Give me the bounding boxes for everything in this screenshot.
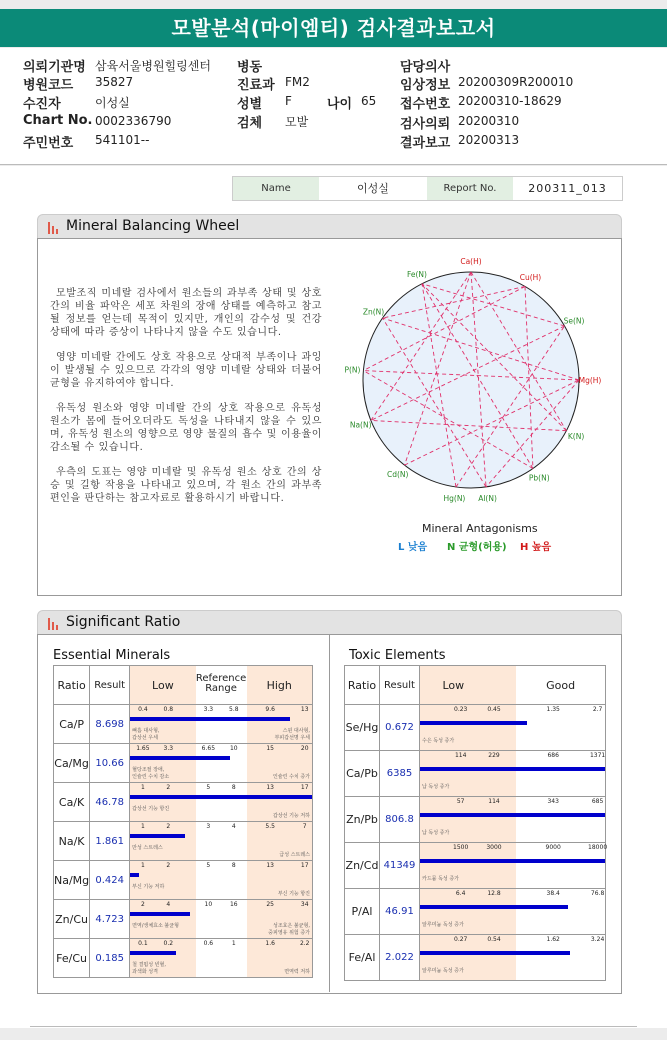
row-bar-cell xyxy=(130,705,313,744)
wheel-node-label: Fe(N) xyxy=(406,269,427,279)
tick-label: 4 xyxy=(166,901,171,908)
row-note: 면역력 저하 xyxy=(284,969,310,975)
row-ratio: Fe/Al xyxy=(345,935,380,981)
row-note: 갑상선 우세 xyxy=(132,735,158,741)
row-area xyxy=(130,822,312,860)
row-note: 면역/생체효소 불균형 xyxy=(132,923,179,929)
info-label: 임상정보 xyxy=(400,78,451,93)
tick-label: 0.6 xyxy=(203,940,214,947)
tick-label: 5 xyxy=(206,784,211,791)
row-ratio: Ca/K xyxy=(54,783,90,822)
row-bar-cell xyxy=(420,935,606,981)
row-bar-cell xyxy=(130,900,313,939)
tick-label: 1 xyxy=(140,784,145,791)
table-row xyxy=(345,889,606,935)
tick-label: 17 xyxy=(300,784,309,791)
info-label: 진료과 xyxy=(237,78,275,93)
header-bands xyxy=(130,666,313,705)
tick-label: 2.2 xyxy=(299,940,310,947)
info-label: 결과보고 xyxy=(400,136,451,151)
tick-label: 2 xyxy=(166,823,171,830)
legend-item: N 균형(허용) xyxy=(447,542,507,553)
row-result: 41349 xyxy=(380,843,420,889)
row-ratio: Fe/Cu xyxy=(54,939,90,978)
tick-label: 8 xyxy=(231,784,236,791)
tick-label: 10 xyxy=(229,745,238,752)
row-ratio: Na/Mg xyxy=(54,861,90,900)
report-title: 모발분석(마이엠티) 검사결과보고서 xyxy=(0,9,667,47)
row-note: 중피영유 위험 증가 xyxy=(268,930,310,936)
tick-label: 76.8 xyxy=(590,890,605,897)
wheel-node-label: Hg(N) xyxy=(443,493,466,503)
ratio-divider xyxy=(329,634,330,992)
label-good: Good xyxy=(546,679,576,692)
row-ratio: Ca/P xyxy=(54,705,90,744)
table-row xyxy=(54,861,313,900)
header-ratio: Ratio xyxy=(54,666,90,705)
row-area xyxy=(130,861,312,899)
chart-bars-icon xyxy=(48,222,59,234)
tick-label: 2.7 xyxy=(592,706,603,713)
row-result: 806.8 xyxy=(380,797,420,843)
row-note: 납 독성 증가 xyxy=(422,784,450,790)
info-label: 성별 xyxy=(237,97,263,112)
ratio-section-title xyxy=(37,610,622,636)
row-area xyxy=(420,935,605,980)
row-bar-cell xyxy=(130,822,313,861)
tick-label: 25 xyxy=(266,901,274,908)
info-value: 35827 xyxy=(95,75,134,89)
info-label: Chart No. xyxy=(23,113,93,128)
header-ratio: Ratio xyxy=(345,666,380,705)
row-note: 알루미늄 독성 증가 xyxy=(422,968,464,974)
row-result: 10.66 xyxy=(90,744,130,783)
tick-label: 0.1 xyxy=(138,940,148,947)
wheel-node-label: Cd(N) xyxy=(387,469,409,479)
ratio-bar xyxy=(420,767,605,771)
row-result: 0.185 xyxy=(90,939,130,978)
row-bar-cell xyxy=(130,861,313,900)
row-bar-cell xyxy=(420,843,606,889)
tick-label: 2 xyxy=(166,784,171,791)
tick-label: 16 xyxy=(229,901,238,908)
info-label: 검사의뢰 xyxy=(400,117,451,132)
tick-label: 13 xyxy=(300,706,309,713)
row-bar-cell xyxy=(130,744,313,783)
row-bar-cell xyxy=(420,751,606,797)
tick-label: 38.4 xyxy=(546,890,560,897)
table-header xyxy=(345,666,606,705)
tick-label: 5.5 xyxy=(265,823,275,830)
tick-label: 8 xyxy=(231,862,236,869)
row-bar-cell xyxy=(420,797,606,843)
tick-label: 1500 xyxy=(453,844,469,851)
mbw-paragraph: 영양 미네랄 간에도 상호 작용으로 상대적 부족이나 과잉이 발생될 수 있으므로 각각의 영양 미네랄 상태와 더불어 균형을 유지하여야 합니다. xyxy=(50,352,322,389)
table-row xyxy=(54,705,313,744)
row-note: 뼈흡 대사형, xyxy=(132,728,160,734)
row-result: 2.022 xyxy=(380,935,420,981)
tick-label: 1.35 xyxy=(546,706,560,713)
label-low: Low xyxy=(152,679,174,692)
row-ratio: Zn/Pb xyxy=(345,797,380,843)
ratio-bar xyxy=(420,951,570,955)
toxic-title: Toxic Elements xyxy=(349,648,446,663)
tick-label: 0.45 xyxy=(487,706,501,713)
row-result: 8.698 xyxy=(90,705,130,744)
row-area xyxy=(420,843,608,888)
table-row xyxy=(345,843,606,889)
tick-label: 4 xyxy=(231,823,236,830)
mbw-paragraph: 유독성 원소와 영양 미네랄 간의 상호 작용으로 유독성 원소가 몸에 들어오더라도 독성을 나타내지 않을 수 있으며, 유독성 원소의 영향으로 영양 물질의 흡수 및 이용율이 감소될 수 있습니다. xyxy=(50,403,322,453)
row-note: 만성 스트레스 xyxy=(132,845,163,851)
tick-label: 5.8 xyxy=(229,706,239,713)
row-note: 갑상선 기능 항진 xyxy=(132,806,170,812)
row-note: 인슐린 수치 증가 xyxy=(273,774,310,780)
row-note: 알루미늄 독성 증가 xyxy=(422,922,464,928)
info-value: 541101-- xyxy=(95,133,150,147)
row-bar-cell xyxy=(420,705,606,751)
row-note: 스윈 대사형, xyxy=(282,728,310,734)
row-result: 4.723 xyxy=(90,900,130,939)
info-label: 접수번호 xyxy=(400,97,451,112)
tick-label: 343 xyxy=(547,798,559,805)
wheel-node-label: Ca(H) xyxy=(460,258,482,266)
ratio-bar xyxy=(130,873,139,877)
tick-label: 3.24 xyxy=(590,936,605,943)
tick-label: 1.62 xyxy=(546,936,560,943)
name-label: Name xyxy=(233,177,319,200)
info-value: 20200309R200010 xyxy=(458,75,574,89)
row-area xyxy=(420,889,605,934)
chart-bars-icon xyxy=(48,618,59,630)
info-value: 이성실 xyxy=(95,96,130,110)
table-row xyxy=(54,822,313,861)
legend-item: L 낮음 xyxy=(398,542,428,553)
row-area xyxy=(130,939,312,977)
ratio-bar xyxy=(420,905,568,909)
row-result: 46.78 xyxy=(90,783,130,822)
antagonism-title: Mineral Antagonisms xyxy=(422,522,538,535)
info-value: 20200310-18629 xyxy=(458,94,562,108)
info-label: 병원코드 xyxy=(23,78,74,93)
age-label: 나이 xyxy=(327,97,353,112)
row-note: 부신 기능 항진 xyxy=(277,891,310,897)
wheel-node-label: Mg(H) xyxy=(578,376,602,385)
info-label: 의뢰기관명 xyxy=(23,60,86,75)
mbw-section-title xyxy=(37,214,622,240)
wheel-node-label: Cu(H) xyxy=(519,272,542,282)
tick-label: 13 xyxy=(266,862,274,869)
tick-label: 3.3 xyxy=(203,706,214,713)
row-area xyxy=(420,705,605,750)
patient-info xyxy=(0,48,667,165)
tick-label: 7 xyxy=(302,823,307,830)
row-ratio: Ca/Pb xyxy=(345,751,380,797)
mbw-title: Mineral Balancing Wheel xyxy=(66,218,240,234)
tick-label: 0.4 xyxy=(138,706,148,713)
table-row xyxy=(54,744,313,783)
tick-label: 13 xyxy=(266,784,274,791)
row-note: 갑상선 기능 저하 xyxy=(273,813,310,819)
tick-label: 17 xyxy=(300,862,309,869)
name-table xyxy=(232,176,623,201)
row-note: 성조효은 불균형, xyxy=(273,923,310,929)
info-label: 수진자 xyxy=(23,97,61,112)
row-area xyxy=(130,705,312,743)
tick-label: 0.8 xyxy=(163,706,174,713)
ratio-bar xyxy=(130,912,190,916)
tick-label: 1.6 xyxy=(265,940,275,947)
info-value: 20200310 xyxy=(458,114,520,128)
wheel-node-label: Al(N) xyxy=(478,493,497,503)
row-note: 부피갑선명 우세 xyxy=(274,735,310,741)
row-note: 수은 독성 증가 xyxy=(422,738,455,744)
row-result: 6385 xyxy=(380,751,420,797)
row-bar-cell xyxy=(420,889,606,935)
label-ref: Reference Range xyxy=(195,673,247,694)
toxic-table xyxy=(344,665,606,981)
mbw-description xyxy=(50,287,322,517)
wheel-node-label: Na(N) xyxy=(349,420,372,430)
row-ratio: Zn/Cu xyxy=(54,900,90,939)
table-row xyxy=(345,935,606,981)
row-bar-cell xyxy=(130,783,313,822)
ratio-bar xyxy=(420,859,605,863)
row-area xyxy=(420,751,605,796)
row-note: 인슐린 수치 감소 xyxy=(132,774,170,780)
report-label: Report No. xyxy=(427,177,513,200)
wheel-node-label: Pb(N) xyxy=(528,473,550,483)
mineral-wheel xyxy=(335,258,615,528)
tick-label: 9000 xyxy=(545,844,561,851)
tick-label: 0.27 xyxy=(454,936,468,943)
tick-label: 3 xyxy=(206,823,211,830)
row-bar-cell xyxy=(130,939,313,978)
mbw-paragraph: 모발조직 미네랄 검사에서 원소들의 과부족 상태 및 상호간의 비율 파악은 세포 차원의 장애 상태를 예측하고 참고될 정보를 얻는데 목적이 있지만, 개인의 감수성 및 건강 상태에 따라 증상이 나타나지 않을 수도 있습니다. xyxy=(50,288,322,338)
ratio-bar xyxy=(130,795,312,799)
ratio-bar xyxy=(420,813,605,817)
tick-label: 686 xyxy=(547,752,559,759)
table-row xyxy=(345,705,606,751)
report-value: 200311_013 xyxy=(528,182,607,195)
info-value: 20200313 xyxy=(458,133,520,147)
tick-label: 1371 xyxy=(589,752,606,759)
wheel-node-label: Zn(N) xyxy=(362,307,385,317)
info-value: 삼육서울병원힐링센터 xyxy=(95,59,211,73)
row-ratio: P/Al xyxy=(345,889,380,935)
info-value: 모발 xyxy=(285,115,309,129)
wheel-circle xyxy=(363,269,579,488)
essential-title: Essential Minerals xyxy=(53,648,171,663)
wheel-node-label: K(N) xyxy=(567,431,585,441)
header-result: Result xyxy=(90,666,130,705)
tick-label: 114 xyxy=(488,798,500,805)
tick-label: 114 xyxy=(454,752,467,759)
info-label: 주민번호 xyxy=(23,136,74,151)
mbw-paragraph: 우측의 도표는 영양 미네랄 및 유독성 원소 상호 간의 상승 및 길항 작용을 나타내고 있으며, 각 원소 간의 과부족 편인을 판단하는 참고자료로 활용하시기 바랍니다. xyxy=(50,467,322,504)
wheel-node-label: P(N) xyxy=(344,365,361,375)
info-label: 병동 xyxy=(237,60,263,75)
info-value: FM2 xyxy=(285,75,310,89)
info-label: 검체 xyxy=(237,116,263,131)
header-area xyxy=(130,666,312,704)
ratio-bar xyxy=(130,717,290,721)
tick-label: 20 xyxy=(300,745,309,752)
row-area xyxy=(130,744,312,782)
tick-label: 1.65 xyxy=(136,745,150,752)
row-note: 카드뮴 독성 증가 xyxy=(422,876,459,882)
table-row xyxy=(54,783,313,822)
row-note: 급성 스트레스 xyxy=(279,852,310,858)
tick-label: 0.54 xyxy=(487,936,501,943)
tick-label: 3.3 xyxy=(163,745,174,752)
name-value: 이성실 xyxy=(357,182,389,195)
info-value: F xyxy=(285,94,292,108)
table-row xyxy=(345,797,606,843)
row-result: 0.672 xyxy=(380,705,420,751)
row-note: 철 결핍성 빈혈, xyxy=(132,962,166,968)
tick-label: 6.65 xyxy=(201,745,216,752)
row-note: 혈당조절 장애, xyxy=(132,767,165,773)
essential-table xyxy=(53,665,313,978)
age-value: 65 xyxy=(361,94,377,108)
row-note: 부신 기능 저하 xyxy=(132,884,165,890)
tick-label: 0.2 xyxy=(163,940,174,947)
tick-label: 1 xyxy=(140,823,145,830)
tick-label: 0.23 xyxy=(454,706,468,713)
ratio-title: Significant Ratio xyxy=(66,614,181,630)
row-ratio: Na/K xyxy=(54,822,90,861)
label-low: Low xyxy=(442,679,465,692)
tick-label: 2 xyxy=(140,901,145,908)
header-bands xyxy=(420,666,606,705)
row-area xyxy=(420,797,605,842)
row-note: 납 독성 증가 xyxy=(422,830,450,836)
tick-label: 1 xyxy=(231,940,236,947)
ratio-bar xyxy=(420,721,527,725)
tick-label: 2 xyxy=(166,862,171,869)
footer-line xyxy=(30,1026,637,1027)
tick-label: 12.8 xyxy=(487,890,501,897)
wheel-node-label: Se(N) xyxy=(563,316,585,326)
row-area xyxy=(130,900,312,938)
label-high: High xyxy=(266,679,292,692)
ratio-bar xyxy=(130,756,230,760)
tick-label: 1 xyxy=(140,862,145,869)
row-ratio: Se/Hg xyxy=(345,705,380,751)
tick-label: 34 xyxy=(300,901,309,908)
row-ratio: Ca/Mg xyxy=(54,744,90,783)
tick-label: 9.6 xyxy=(265,706,275,713)
ratio-bar xyxy=(130,951,175,955)
tick-label: 3000 xyxy=(486,844,502,851)
ratio-bar xyxy=(130,834,185,838)
tick-label: 15 xyxy=(266,745,274,752)
info-value: 0002336790 xyxy=(95,114,172,128)
header-result: Result xyxy=(380,666,420,705)
table-row xyxy=(54,900,313,939)
tick-label: 685 xyxy=(591,798,604,805)
row-result: 46.91 xyxy=(380,889,420,935)
legend-item: H 높음 xyxy=(520,542,552,553)
tick-label: 57 xyxy=(456,798,465,805)
tick-label: 229 xyxy=(488,752,500,759)
table-row xyxy=(54,939,313,978)
row-note: 과색화 성격 xyxy=(132,969,158,975)
row-result: 1.861 xyxy=(90,822,130,861)
table-header xyxy=(54,666,313,705)
tick-label: 18000 xyxy=(588,844,608,851)
tick-label: 6.4 xyxy=(455,890,466,897)
row-result: 0.424 xyxy=(90,861,130,900)
row-area xyxy=(130,783,312,821)
tick-label: 10 xyxy=(204,901,213,908)
row-ratio: Zn/Cd xyxy=(345,843,380,889)
header-area xyxy=(420,666,605,704)
info-label: 담당의사 xyxy=(400,60,451,75)
tick-label: 5 xyxy=(206,862,211,869)
table-row xyxy=(345,751,606,797)
